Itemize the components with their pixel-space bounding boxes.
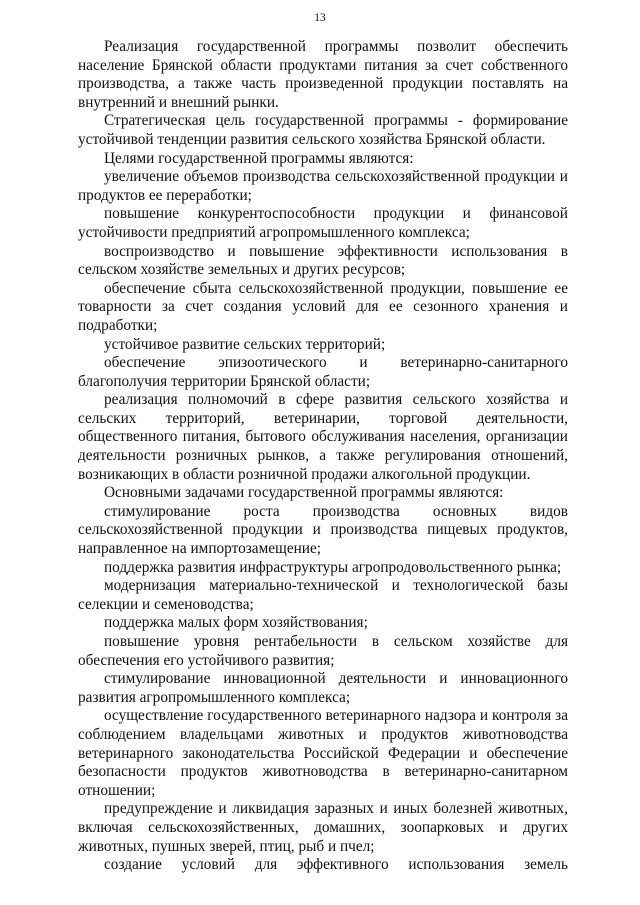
paragraph: осуществление государственного ветеринарного надзора и контроля за соблюдением владельцами животных и продуктов животноводства ветеринарного законодательства Российской Федерации и обеспечение безопасности продуктов животноводства в ветеринарно-санитарном отношении; xyxy=(78,707,568,799)
paragraph: устойчивое развитие сельских территорий; xyxy=(104,335,386,353)
paragraph: модернизация материально-технической и технологической базы селекции и семеноводства; xyxy=(78,577,568,613)
paragraph: реализация полномочий в сфере развития сельского хозяйства и сельских территорий, ветеринарии, торговой деятельности, общественного питания, бытового обслуживания населения, организации деятельности розничных рынков, а также регулирования отношений, возникающих в области розничной продажи алкогольной продукции. xyxy=(78,391,568,483)
paragraph: стимулирование инновационной деятельности и инновационного развития агропромышленного комплекса; xyxy=(78,670,568,706)
paragraph: Стратегическая цель государственной программы - формирование устойчивой тенденции развития сельского хозяйства Брянской области. xyxy=(78,112,568,148)
paragraph: Основными задачами государственной программы являются: xyxy=(104,484,504,502)
paragraph: создание условий для эффективного использования земель xyxy=(104,856,568,874)
paragraph: увеличение объемов производства сельскохозяйственной продукции и продуктов ее переработки; xyxy=(78,168,568,204)
paragraph: Целями государственной программы являются: xyxy=(104,149,414,167)
paragraph: Реализация государственной программы позволит обеспечить население Брянской области продуктами питания за счет собственного производства, а также часть произведенной продукции поставлять на внутренний и внешний рынки. xyxy=(78,38,568,111)
paragraph: повышение уровня рентабельности в сельском хозяйстве для обеспечения его устойчивого развития; xyxy=(78,633,568,669)
body-text xyxy=(78,38,568,875)
paragraph: воспроизводство и повышение эффективности использования в сельском хозяйстве земельных и других ресурсов; xyxy=(78,242,568,279)
paragraph: поддержка развития инфраструктуры агропродовольственного рынка; xyxy=(104,558,562,576)
paragraph: предупреждение и ликвидация заразных и иных болезней животных, включая сельскохозяйственных, домашних, зоопарковых и других животных, пушных зверей, птиц, рыб и пчел; xyxy=(78,800,568,855)
paragraph: обеспечение эпизоотического и ветеринарно-санитарного благополучия территории Брянской области; xyxy=(78,354,568,390)
paragraph: поддержка малых форм хозяйствования; xyxy=(104,614,368,632)
paragraph: стимулирование роста производства основных видов сельскохозяйственной продукции и производства пищевых продуктов, направленное на импортозамещение; xyxy=(78,502,568,558)
page-number: 13 xyxy=(314,12,326,24)
paragraph: обеспечение сбыта сельскохозяйственной продукции, повышение ее товарности за счет создания условий для ее сезонного хранения и подработки; xyxy=(78,279,568,334)
paragraph: повышение конкурентоспособности продукции и финансовой устойчивости предприятий агропромышленного комплекса; xyxy=(78,205,568,241)
